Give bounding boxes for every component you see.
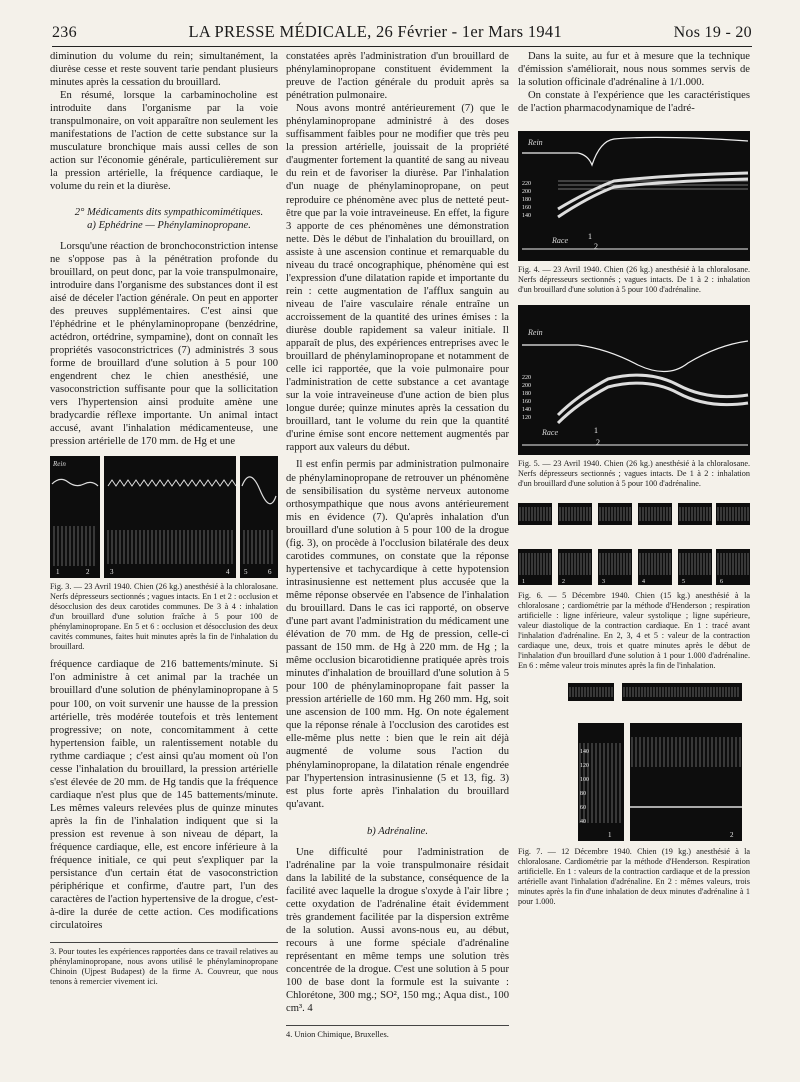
figure-5-caption: Fig. 5. — 23 Avril 1940. Chien (26 kg.) anesthésié à la chloralosane. Nerfs dépresseurs sectionnés ; vagues intacts. De 1 à 2 : inhalation d'un brouillard d'une solution à 5 pour 100 d'adrénaline. [518, 459, 750, 489]
fig6-mark-2: 2 [562, 579, 565, 586]
fig7-scale-60: 60 [580, 805, 586, 812]
figure-6 [518, 503, 750, 587]
fig3-mark-5: 5 [244, 568, 248, 577]
fig5-mark-1: 1 [594, 426, 598, 436]
footnote: 4. Union Chimique, Bruxelles. [286, 1025, 509, 1040]
fig3-mark-1: 1 [56, 568, 60, 577]
fig5-scale-140: 140 [522, 407, 531, 414]
fig7-scale-100: 100 [580, 777, 589, 784]
column-1 [50, 50, 278, 987]
figure-3-caption: Fig. 3. — 23 Avril 1940. Chien (26 kg.) anesthésié à la chloralosane. Nerfs dépresseurs sectionnés ; vagues intacts. En 1 et 2 : occlusion et désocclusion des deux carotides communes. De 3 à 4 : inhalation d'un brouillard d'une solution fraîche à 5 pour 100 de phénylaminopropane. En 5 et 6 : occlusion et désocclusion des deux cavités communes, faites huit minutes après la fin de l'inhalation du brouillard. [50, 582, 278, 652]
paragraph: Une difficulté pour l'administration de l'adrénaline par la voie transpulmonaire résidait dans la labilité de la substance, conséquence de la facilité avec laquelle la drogue s'oxyde à l'air libre ; cette oxydation de l'adrénaline était évidemment très grandement facilitée par la dispersion extrême de la solution. Aussi avons-nous eu, au début, recours à une forme spéciale d'adrénaline représentant en même temps une solution très concentrée de la drogue. C'est une solution à 5 pour 100 de base dont la formule est la suivante : Chlorétone, 300 mg.; SO², 150 mg.; Aqua dist., 100 cm³. 4 [286, 846, 509, 1015]
fig6-mark-5: 5 [682, 579, 685, 586]
figure-label-rein: Rein [528, 138, 543, 148]
section-heading: 2° Médicaments dits sympathicomimétiques. [74, 206, 264, 218]
fig5-scale-180: 180 [522, 391, 531, 398]
figure-label-rein: Rein [53, 460, 66, 469]
figure-label-race: Race [542, 428, 558, 438]
paragraph: En résumé, lorsque la carbaminocholine est introduite dans l'organisme par la voie transpulmonaire, on voit apparaître non seulement les manifestations de l'action de cette substance sur la musculature bronchique mais aussi celles de son action sur l'économie générale, particulièrement sur la pression artérielle, la fréquence cardiaque, le volume du rein et la diurèse. [50, 90, 278, 193]
figure-4 [518, 131, 750, 261]
fig3-mark-3: 3 [110, 568, 114, 577]
paragraph: fréquence cardiaque de 216 battements/minute. Si l'on administre à cet animal par la trachée un brouillard d'une solution de phénylaminopropane à 5 pour 100, on voit survenir une hausse de la pression artérielle, très modérée toutefois et très lentement progressive; on note, concomitamment à cette hypertension faible, un ralentissement notable du rythme cardiaque ; c'est ainsi qu'au moment où l'on cesse l'inhalation du brouillard, la pression artérielle s'est élevée de 20 mm. de Hg tandis que la fréquence cardiaque n'est plus que de 145 battements/minute. Les mêmes valeurs relevées plus de quinze minutes après la fin de l'inhalation indiquent que si la pression est revenue à son niveau de départ, la fréquence cardiaque, elle, est encore inférieure à la fréquence initiale, ce qui peut s'expliquer par la persistance d'un certain état de vasoconstriction périphérique et confirme, d'autre part, l'un des caractères de l'action hypertensive de la drogue, c'est-à-dire la durée de cette action. Ces modifications circulatoires [50, 659, 278, 932]
fig7-mark-1: 1 [608, 831, 612, 840]
figure-6-caption: Fig. 6. — 5 Décembre 1940. Chien (15 kg.) anesthésié à la chloralosane ; cardiométrie par la méthode d'Henderson ; respiration artificielle : ligne inférieure, valeur systolique ; ligne supérieure, valeur diastolique de la contraction cardiaque. En 1 : tracé avant l'inhalation d'adrénaline. En 2, 3, 4 et 5 : valeur de la contraction cardiaque une, deux, trois et quatre minutes après le début de l'inhalation d'un brouillard d'une solution à 1 pour 1.000 d'adrénaline. En 6 : même valeur trois minutes après la fin de l'inhalation. [518, 591, 750, 671]
figure-7-caption: Fig. 7. — 12 Décembre 1940. Chien (19 kg.) anesthésié à la chloralosane. Cardiométrie par la méthode d'Henderson. Respiration artificielle. En 1 : valeurs de la contraction cardiaque et de la pression artérielle avant l'inhalation d'adrénaline. En 2 : mêmes valeurs, trois minutes après la fin d'une inhalation de deux minutes d'adrénaline à 1 pour 1.000. [518, 847, 750, 907]
figure-3 [50, 456, 278, 578]
fig5-scale-200: 200 [522, 383, 531, 390]
fig6-mark-4: 4 [642, 579, 645, 586]
subsection-heading: a) Ephédrine — Phénylaminopropane. [87, 219, 251, 231]
fig6-mark-1: 1 [522, 579, 525, 586]
fig5-scale-160: 160 [522, 399, 531, 406]
fig7-scale-120: 120 [580, 763, 589, 770]
figure-label-rein: Rein [528, 328, 543, 338]
fig6-mark-3: 3 [602, 579, 605, 586]
figure-4-caption: Fig. 4. — 23 Avril 1940. Chien (26 kg.) anesthésié à la chloralosane. Nerfs dépresseurs sectionnés ; vagues intacts. De 1 à 2 : inhalation d'un brouillard d'une solution à 5 pour 100 d'adrénaline. [518, 265, 750, 295]
fig7-scale-40: 40 [580, 819, 586, 826]
paragraph: Il est enfin permis par administration pulmonaire de phénylaminopropane de retrouver un phénomène de sensibilisation du système nerveux autonome orthosympathique que nous avons antérieurement mis en évidence (7). Qu'après inhalation d'un brouillard d'une solution à 5 pour 100 de la drogue (fig. 3), on procède à l'occlusion bilatérale des deux carotides communes, on constate que la réponse hypertensive et tachycardique à cette hypotension intrasinusienne est nettement plus accusée que la même réponse observée en l'absence de l'inhalation du brouillard. Dans le cas ici rapporté, on observe d'une part avant l'administration du médicament une élévation de 70 mm. de Hg de pression, celle-ci passant de 150 mm. de Hg à 220 mm. de Hg ; la même occlusion bicarotidienne pratiquée après trois minutes d'inhalation de brouillard d'une solution à 5 pour 100 de phénylaminopropane fait passer la pression artérielle de 160 mm. Hg 260 mm. Hg, soit une ascension de 100 mm. Hg. On note également que la réponse rénale à l'occlusion des carotides est elle-même plus nette : bien que le rein ait déjà augmenté de volume sous l'action du phénylaminopropane, la dilatation rénale engendrée par l'hypertension intrasinusienne (5 et 13, fig. 3) est plus forte après l'inhalation du brouillard qu'avant. [286, 459, 509, 810]
fig4-mark-1: 1 [588, 232, 592, 242]
fig5-scale-120: 120 [522, 415, 531, 422]
figure-5 [518, 305, 750, 455]
fig4-scale-160: 160 [522, 205, 531, 212]
fig4-mark-2: 2 [594, 242, 598, 252]
column-2 [286, 50, 509, 1040]
figure-label-race: Race [552, 236, 568, 246]
fig7-scale-80: 80 [580, 791, 586, 798]
footnote: 3. Pour toutes les expériences rapportées dans ce travail relatives au phénylaminopropane, nous avons utilisé le phénylaminopropane Chinoin (Ujpest Budapest) de la firme A. Couvreur, que nous tenons à remercier vivement ici. [50, 942, 278, 987]
fig3-mark-6: 6 [268, 568, 272, 577]
paragraph: Lorsqu'une réaction de bronchoconstriction intense ne s'oppose pas à la pénétration profonde du brouillard, on peut donc, par la voie transpulmonaire, introduire dans l'organisme des substances dont il est aisé de déceler l'action générale. On peut en apporter des preuves supplémentaires. C'est ainsi que l'éphédrine et le phénylaminopropane (benzédrine, actédron, ortédrine, sympamine), dont on connaît les propriétés vasoconstrictrices (7) administrés 3 sous forme de brouillard d'une solution à 5 pour 100 engendrent chez le chien anesthésié, une vasoconstriction suffisante pour que la sollicitation vers l'hypertension ainsi produite amène une bradycardie réflexe importante. Un animal intact accusé, avant l'inhalation médicamenteuse, une pression artérielle de 170 mm. de Hg et une [50, 240, 278, 448]
fig7-scale-140: 140 [580, 749, 589, 756]
column-3 [518, 50, 750, 913]
fig4-scale-220: 220 [522, 181, 531, 188]
fig5-scale-220: 220 [522, 375, 531, 382]
fig6-mark-6: 6 [720, 579, 723, 586]
section-heading-adrenaline: b) Adrénaline. [366, 825, 428, 837]
paragraph: diminution du volume du rein; simultanément, la diurèse cesse et reste souvent tarie pendant plusieurs minutes après la cessation du brouillard. [50, 51, 278, 89]
fig7-mark-2: 2 [730, 831, 734, 840]
issue-number: Nos 19 - 20 [673, 24, 752, 41]
fig4-scale-180: 180 [522, 197, 531, 204]
fig3-mark-4: 4 [226, 568, 230, 577]
fig3-mark-2: 2 [86, 568, 90, 577]
page-number: 236 [52, 24, 77, 41]
fig5-mark-2: 2 [596, 438, 600, 448]
paragraph: Dans la suite, au fur et à mesure que la technique d'émission s'améliorait, nous nous sommes servis de la solution officinale d'adrénaline à 1/1.000. [518, 51, 750, 89]
journal-title: LA PRESSE MÉDICALE, 26 Février - 1er Mars 1941 [188, 22, 563, 41]
fig4-scale-200: 200 [522, 189, 531, 196]
fig4-scale-140: 140 [522, 213, 531, 220]
page-header [52, 22, 752, 47]
paragraph: Nous avons montré antérieurement (7) que le phénylaminopropane administré à des doses suffisamment faibles pour ne modifier que très peu la pression artérielle, jouissait de la propriété d'augmenter fortement la quantité de sang au niveau du rein et de favoriser la diurèse. Par l'inhalation d'un nuage de phénylaminopropane, on peut reproduire ce phénomène avec plus de netteté peut-être que par la voie intraveineuse. En effet, la figure 3 apporte de ces phénomènes une démonstration nette. Dès le début de l'inhalation du brouillard, on assiste à une ascension continue et remarquable du niveau du tracé oncographique, phénomène qui est l'expression d'une dilatation rapide et importante du rein : cette augmentation de l'afflux sanguin au niveau de l'aire vasculaire rénale entraîne un accroissement de la quantité des urines émises : la diurèse double rapidement sa valeur initiale. Il apparaît de plus, des expériences entreprises avec le brouillard de phénylaminopropane et notamment de celle ici rapportée, que la voie pulmonaire pour l'administration de cette substance a cet avantage sur la voie intraveineuse d'une action de bien plus longue durée; quinze minutes après la cessation du brouillard, tant le volume du rein que la quantité d'urine émise sont encore nettement augmentés par rapport aux valeurs du début. [286, 103, 509, 454]
paragraph: constatées après l'administration d'un brouillard de phénylaminopropane constituent évidemment la preuve de l'action générale du produit après sa pénétration pulmonaire. [286, 51, 509, 102]
figure-7 [518, 683, 750, 843]
paragraph: On constate à l'expérience que les caractéristiques de l'action pharmacodynamique de l'adré- [518, 90, 750, 115]
